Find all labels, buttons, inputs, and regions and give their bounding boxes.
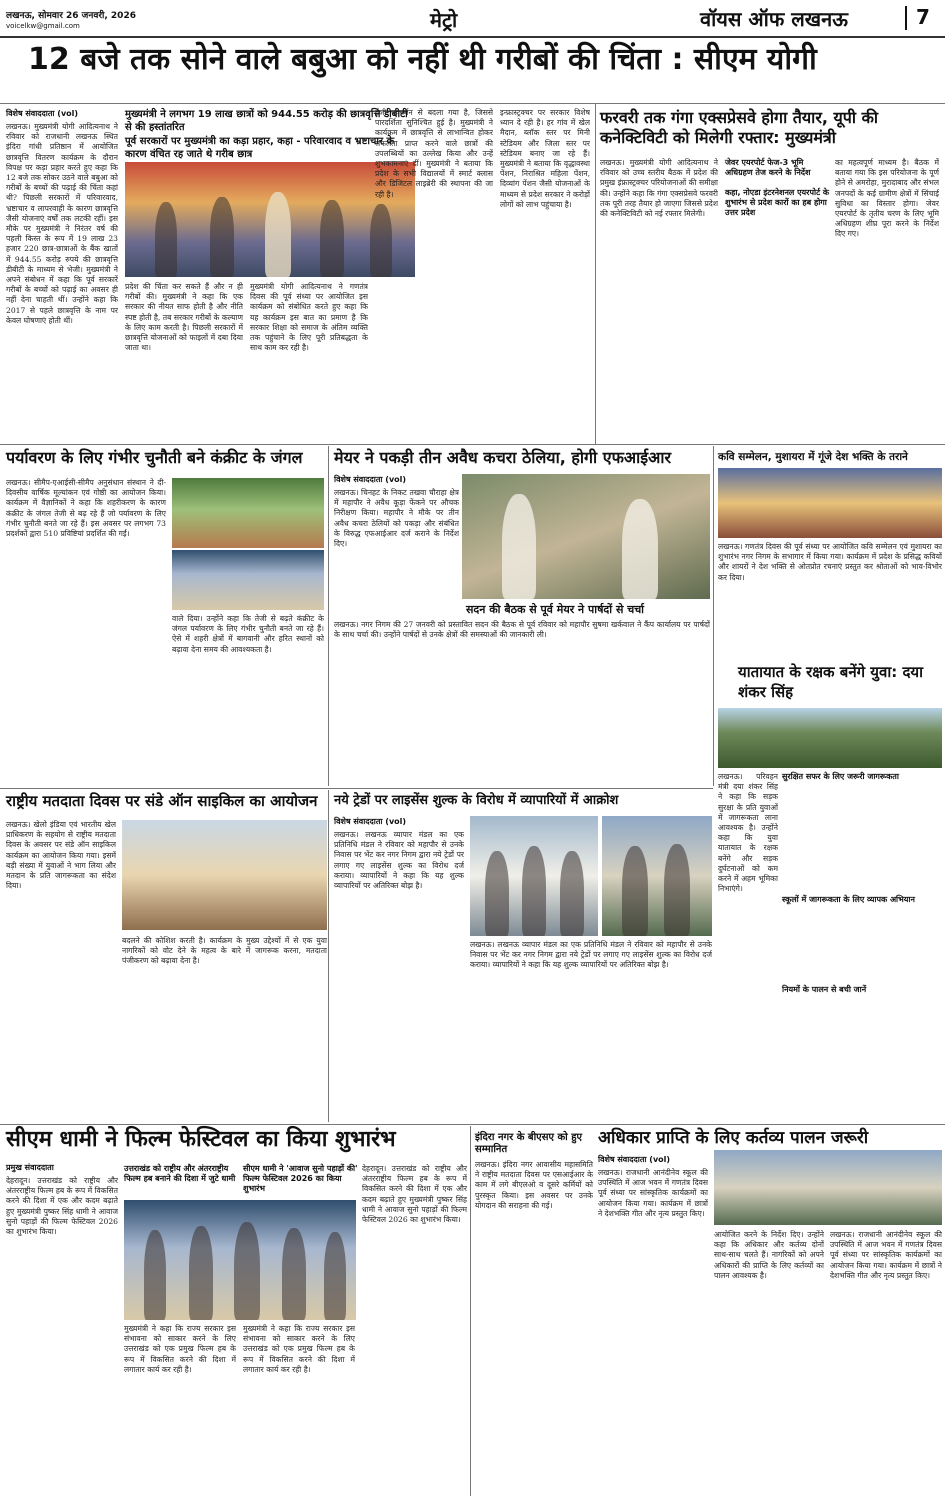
article-body: लखनऊ। इंदिरा नगर आवासीय महासमिति ने राष्ट्रीय मतदाता दिवस पर एसआईआर के काम में लगे बीएलओ व दूसरे कर्मियों को पुरस्कृत किया। इस अवसर पर उनके योगदान की सराहना की गई। [475, 1160, 593, 1210]
page-header [0, 0, 945, 38]
divider [0, 788, 713, 789]
traffic-photo [718, 708, 942, 768]
brand-name: वॉयस ऑफ लखनऊ [700, 7, 848, 31]
divider [713, 446, 714, 786]
story-headline: इंदिरा नगर के बीएसए को हुए सम्मानित [475, 1132, 583, 1155]
article-body: देहरादून। उत्तराखंड को राष्ट्रीय और अंतरराष्ट्रीय फिल्म हब के रूप में विकसित करने की दिशा में एक और कदम बढ़ाते हुए मुख्यमंत्री पुष्कर सिंह धामी ने आवाज सुनो पहाड़ों की फिल्म फेस्टिवल 2026 का शुभारंभ किया। [6, 1176, 118, 1237]
header-divider [905, 6, 907, 30]
photo-caption: सदन की बैठक से पूर्व मेयर ने पार्षदों से चर्चा [466, 603, 645, 616]
byline: विशेष संवाददाता (vol) [334, 817, 407, 826]
person-figure [234, 1222, 260, 1320]
person-figure [522, 846, 546, 936]
story-headline: कवि सम्मेलन, मुशायरा में गूंजे देश भक्ति के तराने [718, 451, 908, 463]
article-body: मुख्यमंत्री ने कहा कि राज्य सरकार इस संभावना को साकार करने के लिए उत्तराखंड को एक प्रमुख फिल्म हब के रूप में विकसित करने की दिशा में लगातार कार्य कर रही है। [124, 1324, 236, 1374]
kavi-photo [718, 468, 942, 538]
article-body: का महत्वपूर्ण माध्यम है। बैठक में बताया गया कि इस परियोजना के पूर्ण होने से अमरोहा, मुरादाबाद और संभल जनपदों के कई ग्रामीण क्षेत्रों में सिंचाई सुविधा का विस्तार होगा। जेवर एयरपोर्ट के तृतीय चरण के लिए भूमि अधिग्रहण शीघ्र पूरा करने के निर्देश दिए गए। [835, 158, 939, 239]
duty-photo [714, 1150, 942, 1225]
article-body: लखनऊ। गणतंत्र दिवस की पूर्व संध्या पर आयोजित कवि सम्मेलन एवं मुशायरा का शुभारंभ नगर निगम के सभागार में किया गया। कार्यक्रम में प्रदेश के प्रसिद्ध कवियों और शायरों ने देश भक्ति से ओतप्रोत रचनाएं प्रस्तुत कर श्रोताओं को भाव-विभोर कर दिया। [718, 542, 942, 582]
header-date: लखनऊ, सोमवार 26 जनवरी, 2026 [6, 11, 136, 21]
story-headline: अधिकार प्राप्ति के लिए कर्तव्य पालन जरूरी [598, 1128, 869, 1148]
traders-photo [602, 816, 712, 936]
subheading: सीएम धामी ने 'आवाज सुनो पहाड़ों की' फिल्म फेस्टिवल 2026 का किया शुभारंभ [243, 1164, 358, 1193]
page-number: 7 [916, 5, 930, 29]
dhami-photo [124, 1200, 356, 1320]
cycle-photo [122, 820, 327, 930]
cm-yogi-photo [125, 162, 415, 277]
byline: विशेष संवाददाता (vol) [334, 475, 407, 484]
divider [0, 103, 945, 104]
article-body: मुख्यमंत्री ने कहा कि राज्य सरकार इस संभावना को साकार करने के लिए उत्तराखंड को एक प्रमुख फिल्म हब के रूप में विकसित करने की दिशा में लगातार कार्य कर रही है। [243, 1324, 355, 1374]
divider [595, 104, 596, 444]
bullet-point: जेवर एयरपोर्ट फेज-3 भूमि अधिग्रहण तेज करने के निर्देश [725, 158, 811, 177]
story-headline: नये ट्रेडों पर लाइसेंस शुल्क के विरोध में व्यापारियों में आक्रोश [334, 793, 619, 808]
story-headline: सीएम धामी ने फिल्म फेस्टिवल का किया शुभारंभ [6, 1127, 396, 1152]
person-figure [282, 1228, 306, 1320]
person-figure [320, 200, 344, 277]
person-figure [324, 1232, 346, 1320]
person-figure [502, 494, 536, 599]
subheading: उत्तराखंड को राष्ट्रीय और अंतरराष्ट्रीय फिल्म हब बनाने की दिशा में जुटे धामी [124, 1164, 236, 1183]
person-figure [189, 1226, 213, 1320]
environment-photo [172, 478, 324, 548]
person-figure [155, 202, 177, 277]
article-body: लखनऊ। परिवहन मंत्री दया शंकर सिंह ने कहा कि सड़क सुरक्षा के प्रति युवाओं में जागरूकता लाना आवश्यक है। उन्होंने कहा कि युवा यातायात के रक्षक बनेंगे और सड़क दुर्घटनाओं को कम करने में अहम भूमिका निभाएंगे। [718, 772, 778, 894]
article-body: वाले दिया। उन्होंने कहा कि तेजी से बढ़ते कंक्रीट के जंगल पर्यावरण के लिए गंभीर चुनौती बनते जा रहे हैं। ऐसे में शहरी क्षेत्रों में बागवानी और हरित स्थानों को बढ़ावा देना समय की आवश्यकता है। [172, 614, 324, 654]
article-body: लखनऊ। लखनऊ व्यापार मंडल का एक प्रतिनिधि मंडल ने रविवार को महापौर से उनके निवास पर भेंट कर नगर निगम द्वारा नये ट्रेडों पर लगाए गए लाइसेंस शुल्क का विरोध दर्ज कराया। व्यापारियों ने कहा कि यह शुल्क व्यापारियों पर अतिरिक्त बोझ है। [334, 830, 464, 891]
article-body: लखनऊ। मुख्यमंत्री योगी आदित्यनाथ ने रविवार को राजधानी लखनऊ स्थित इंदिरा गांधी प्रतिष्ठान में आयोजित छात्रवृत्ति वितरण कार्यक्रम के दौरान विपक्ष पर कड़ा प्रहार करते हुए कहा कि 12 बजे तक सोकर उठने वाले बबुआ को गरीबों के बच्चों की पढ़ाई की चिंता कहां थी? पिछली सरकारों में परिवारवाद, भ्रष्टाचार व लापरवाही के कारण छात्रवृत्ति जैसी योजनाएं वर्षों तक लटकी रहीं। इस मौके पर मुख्यमंत्री ने निरंतर वर्ष की पहली किस्त के रूप में 19 लाख 23 हजार 220 छात्र-छात्राओं के बैंक खातों में 944.55 करोड़ रुपये की छात्रवृत्ति डीबीटी के माध्यम से भेजी। मुख्यमंत्री ने अपने संबोधन में कहा कि पूर्व सरकारें गरीबों के बच्चों को पढ़ाई का अवसर ही नहीं देना चाहती थीं। उन्होंने कहा कि 2017 से पहले छात्रवृत्ति के नाम पर केवल घोषणाएं होती थीं। [6, 122, 118, 325]
divider [328, 790, 329, 1122]
divider [328, 446, 329, 786]
person-figure [210, 197, 234, 277]
divider [0, 1124, 945, 1125]
person-figure [622, 846, 648, 936]
article-body: प्रदेश की चिंता कर सकते हैं और न ही गरीबों की। मुख्यमंत्री ने कहा कि एक सरकार की नीयत साफ होती है और नीति स्पष्ट होती है, तब सरकार गरीबों के कल्याण के लिए काम करती है। पिछली सरकारों में छात्रवृत्ति योजनाओं को फाइलों में दबा दिया जाता था। [125, 282, 243, 353]
article-body: लखनऊ। नगर निगम की 27 जनवरी को प्रस्तावित सदन की बैठक से पूर्व रविवार को महापौर सुषमा खर्कवाल ने कैंप कार्यालय पर पार्षदों के साथ चर्चा की। उन्होंने पार्षदों से उनके क्षेत्रों की समस्याओं की जानकारी ली। [334, 620, 710, 640]
byline: प्रमुख संवाददाता [6, 1163, 54, 1172]
article-body: लखनऊ। चिनहट के निकट तखवा चौराहा क्षेत्र में महापौर ने अवैध कूड़ा फेंकने पर औचक निरीक्षण किया। महापौर ने मौके पर तीन अवैध कचरा ठेलियों को पकड़ा और संबंधित के विरुद्ध एफआईआर दर्ज कराने के निर्देश दिए। [334, 488, 459, 549]
article-body: देहरादून। उत्तराखंड को राष्ट्रीय और अंतरराष्ट्रीय फिल्म हब के रूप में विकसित करने की दिशा में एक और कदम बढ़ाते हुए मुख्यमंत्री पुष्कर सिंह धामी ने आवाज सुनो पहाड़ों की फिल्म फेस्टिवल 2026 का शुभारंभ किया। [362, 1164, 467, 1225]
story-headline: मेयर ने पकड़ी तीन अवैध कचरा ठेलिया, होगी एफआईआर [334, 448, 672, 467]
article-body: ईजी नवनर्मन से बदला गया है, जिससे पारदर्शिता सुनिश्चित हुई है। मुख्यमंत्री ने कार्यक्रम में छात्रवृत्ति से लाभान्वित होकर सफलता प्राप्त करने वाले छात्रों की उपलब्धियों का उल्लेख किया और उन्हें शुभकामनाएं दीं। मुख्यमंत्री ने बताया कि प्रदेश के सभी विद्यालयों में स्मार्ट क्लास और डिजिटल लाइब्रेरी की स्थापना की जा रही है। [375, 108, 493, 199]
byline: विशेष संवाददाता (vol) [598, 1155, 671, 1164]
main-headline: 12 बजे तक सोने वाले बबुआ को नहीं थी गरीबों की चिंता : सीएम योगी [28, 42, 817, 77]
bullet-point: कहा, नोएडा इंटरनेशनल एयरपोर्ट के शुभारंभ से प्रदेश कारों का हब होगा उत्तर प्रदेश [725, 188, 830, 217]
divider [470, 1126, 471, 1496]
divider [0, 444, 945, 445]
byline: विशेष संवाददाता (vol) [6, 109, 79, 118]
person-figure [485, 851, 509, 936]
story-headline: यातायात के रक्षक बनेंगे युवा: दया शंकर सिंह [738, 663, 924, 701]
article-body: आयोजित करने के निर्देश दिए। उन्होंने कहा कि अधिकार और कर्तव्य दोनों साथ-साथ चलते हैं। नागरिकों को अपने अधिकारों की प्राप्ति के लिए कर्तव्यों का पालन आवश्यक है। [714, 1230, 824, 1280]
article-body: बदलने की कोशिश करती है। कार्यक्रम के मुख्य उद्देश्यों में से एक युवा नागरिकों को वोट देने के महत्व के बारे में जागरूक करना, मतदाता पंजीकरण को बढ़ावा देना है। [122, 936, 327, 966]
story-headline: पर्यावरण के लिए गंभीर चुनौती बने कंक्रीट के जंगल [6, 448, 303, 467]
article-body: लखनऊ। राजधानी आनंदीनेव स्कूल की उपस्थिति में आज भवन में गणतंत्र दिवस पूर्व संध्या पर सांस्कृतिक कार्यक्रमों का आयोजन किया गया। कार्यक्रम में छात्रों ने देशभक्ति गीत और नृत्य प्रस्तुत किए। [598, 1168, 708, 1218]
subheading: मुख्यमंत्री ने लगभग 19 लाख छात्रों को 944.55 करोड़ की छात्रवृत्ति डीबीटी से की हस्तांतरित [125, 109, 408, 133]
subheading: पूर्व सरकारों पर मुख्यमंत्री का कड़ा प्रहार, कहा - परिवारवाद व भ्रष्टाचार के कारण वंचित रह जाते थे गरीब छात्र [125, 136, 395, 160]
header-email: voicelkw@gmail.com [6, 22, 80, 30]
person-figure [144, 1230, 166, 1320]
article-body: मुख्यमंत्री योगी आदित्यनाथ ने गणतंत्र दिवस की पूर्व संध्या पर आयोजित इस कार्यक्रम को संबोधित करते हुए कहा कि यह कार्यक्रम इस बात का प्रमाण है कि सरकार शिक्षा को समाज के अंतिम व्यक्ति तक पहुंचाने के लिए पूरी प्रतिबद्धता के साथ काम कर रही है। [250, 282, 368, 353]
person-figure [664, 844, 690, 936]
article-body: लखनऊ। राजधानी आनंदीनेव स्कूल की उपस्थिति में आज भवन में गणतंत्र दिवस पूर्व संध्या पर सांस्कृतिक कार्यक्रमों का आयोजन किया गया। कार्यक्रम में छात्रों ने देशभक्ति गीत और नृत्य प्रस्तुत किए। [830, 1230, 942, 1280]
subheading: स्कूलों में जागरूकता के लिए व्यापक अभियान [782, 895, 915, 904]
traders-photo [470, 816, 598, 936]
subheading: सुरक्षित सफर के लिए जरूरी जागरूकता [782, 772, 899, 781]
article-body: लखनऊ। लखनऊ व्यापार मंडल का एक प्रतिनिधि मंडल ने रविवार को महापौर से उनके निवास पर भेंट कर नगर निगम द्वारा नये ट्रेडों पर लगाए गए लाइसेंस शुल्क का विरोध दर्ज कराया। व्यापारियों ने कहा कि यह शुल्क व्यापारियों पर अतिरिक्त बोझ है। [470, 940, 712, 970]
environment-photo [172, 550, 324, 610]
article-body: लखनऊ। खेलो इंडिया एवं भारतीय खेल प्राधिकरण के सहयोग से राष्ट्रीय मतदाता दिवस के अवसर पर संडे ऑन साइकिल कार्यक्रम का आयोजन किया गया। इसमें बड़ी संख्या में युवाओं ने भाग लिया और मतदान के प्रति जागरूकता का संदेश दिया। [6, 820, 116, 891]
section-name: मेट्रो [430, 8, 458, 32]
person-figure [560, 851, 584, 936]
story-headline: राष्ट्रीय मतदाता दिवस पर संडे ऑन साइकिल का आयोजन [6, 792, 318, 810]
person-figure [622, 499, 658, 599]
article-body: लखनऊ। मुख्यमंत्री योगी आदित्यनाथ ने रविवार को उच्च स्तरीय बैठक में प्रदेश की प्रमुख इंफ्रास्ट्रक्चर परियोजनाओं की समीक्षा की। उन्होंने कहा कि गंगा एक्सप्रेसवे फरवरी तक पूरी तरह तैयार हो जाएगा जिससे प्रदेश की कनेक्टिविटी को नई रफ्तार मिलेगी। [600, 158, 718, 219]
article-body: इन्फ्रास्ट्रक्चर पर सरकार विशेष ध्यान दे रही है। हर गांव में खेल मैदान, ब्लॉक स्तर पर मिनी स्टेडियम और जिला स्तर पर स्टेडियम बनाए जा रहे हैं। मुख्यमंत्री ने बताया कि वृद्धावस्था पेंशन, निराश्रित महिला पेंशन, दिव्यांग पेंशन जैसी योजनाओं के माध्यम से प्रदेश सरकार ने करोड़ों लोगों को लाभ पहुंचाया है। [500, 108, 590, 209]
mayor-photo [462, 474, 710, 599]
story-headline: फरवरी तक गंगा एक्सप्रेसवे होगा तैयार, यूपी की कनेक्टिविटी को मिलेगी रफ्तार: मुख्यमंत्री [600, 108, 879, 147]
subheading: नियमों के पालन से बची जानें [782, 985, 867, 994]
person-figure [265, 192, 291, 277]
article-body: लखनऊ। सीमैप-एआईसी-सीमैप अनुसंधान संस्थान ने दी-दिवसीय वार्षिक मूल्यांकन एवं गोष्ठी का आयोजन किया। कार्यक्रम में वैज्ञानिकों ने कहा कि शहरीकरण के कारण कंक्रीट के जंगल तेजी से बढ़ रहे हैं जो पर्यावरण के लिए गंभीर चुनौती बनते जा रहे हैं। इस अवसर पर लगभग 73 प्रदर्शकों द्वारा 510 प्रविष्टियां प्रदर्शित की गईं। [6, 478, 166, 539]
